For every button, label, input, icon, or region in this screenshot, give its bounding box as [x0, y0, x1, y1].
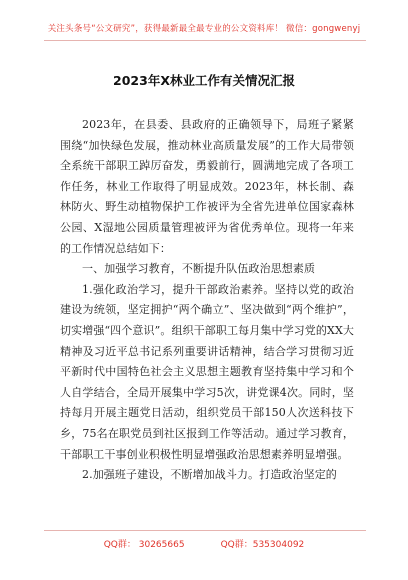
header-divider	[44, 40, 366, 41]
section1-paragraph-2: 2.加强班子建设，不断增加战斗力。打造政治坚定的	[82, 468, 337, 482]
section1-paragraph-1: 1.强化政治学习，提升干部政治素养。坚持以党的政治建设为统领，坚定拥护“两个确立”、坚决做到“两个维护”，切实增强“四个意识”。组织干部职工每月集中学习党的XX大精神及习近平总书记系列重要讲话精神，结合学习贯彻习近平新时代中国特色社会主义思想主题教育坚持集中学习和个人自学结合，全局开展集中学习5次，讲党课4次。同时，坚持每月开展主题党日活动，组织党员干部150人次送科技下乡，75名在职党员到社区报到工作等活动。通过学习教育，干部职工干事创业积极性明显增强政治思想素养明显增强。	[60, 282, 354, 461]
footer-qq-group-1: QQ群： 30265665	[103, 540, 185, 550]
footer-qq-group-2: QQ群：535304092	[220, 540, 305, 550]
header-promo-note: 关注头条号“公文研究”，获得最新最全最专业的公文资料库！ 微信：gongwenyj	[47, 24, 361, 34]
intro-paragraph: 2023年，在县委、县政府的正确领导下，局班子紧紧围绕“加快绿色发展，推动林业高质量发展”的工作大局带领全系统干部职工踔厉奋发，勇毅前行，圆满地完成了各项工作任务，林业工作取得了明显成效。2023年，林长制、森林防火、野生动植物保护工作被评为全省先进单位国家森林公园、X湿地公园质量管理被评为省优秀单位。现将一年来的工作情况总结如下：	[60, 118, 354, 255]
footer-contact	[0, 537, 408, 550]
document-title: 2023年X林业工作有关情况汇报	[113, 73, 295, 88]
document-body	[60, 115, 354, 486]
section-heading-1: 一、加强学习教育，不断提升队伍政治思想素质	[82, 262, 316, 276]
footer-divider	[44, 530, 366, 531]
